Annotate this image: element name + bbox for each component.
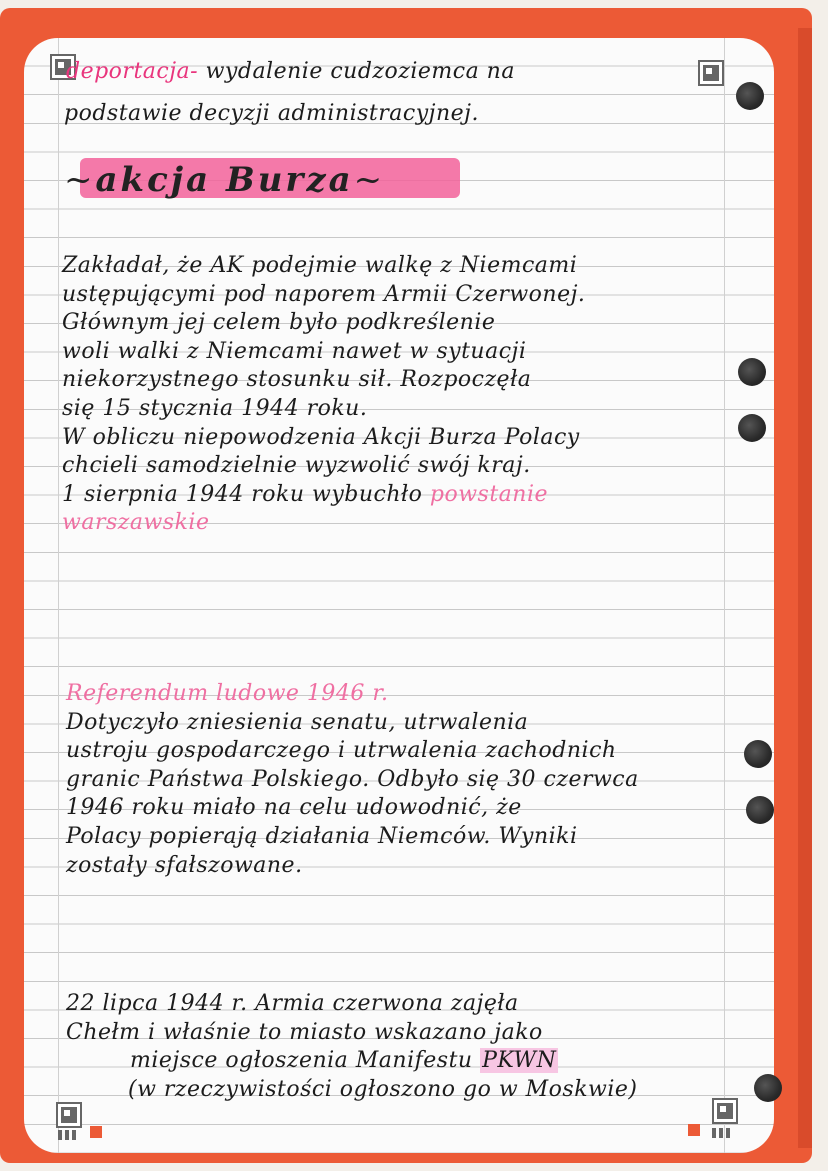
uprising-highlight-2: warszawskie [62,510,210,536]
paragraph-line: się 15 stycznia 1944 roku. [62,395,368,421]
manifest-text: miejsce ogłoszenia Manifestu [130,1048,473,1074]
title-tilde-right: ~ [353,160,386,200]
pkwn-highlight: PKWN [482,1048,557,1074]
paragraph-line [62,481,742,510]
paragraph-line: Głównym jej celem było podkreślenie [62,310,496,336]
corner-bars-icon [712,1128,730,1138]
paragraph-line: 22 lipca 1944 r. Armia czerwona zajęła [66,991,519,1016]
pkwn-section [66,990,746,1104]
corner-bars-icon [58,1130,76,1140]
paragraph-line: (w rzeczywistości ogłoszono go w Moskwie) [128,1076,638,1102]
paragraph-line [66,1047,746,1076]
paragraph-line: 1946 roku miało na celu udowodnić, że [66,795,522,821]
definition-line-1 [66,58,746,87]
margin-line-left [58,38,59,1153]
paragraph-line: ustroju gospodarczego i utrwalenia zachodnich [66,738,617,764]
paragraph-line: Polacy popierają działania Niemców. Wyniki [66,823,578,849]
paragraph-line: Dotyczyło zniesienia senatu, utrwalenia [66,709,529,735]
paragraph-line: granic Państwa Polskiego. Odbyło się 30 czerwca [66,766,639,792]
referendum-section [66,680,746,880]
corner-mark-icon [58,1104,80,1126]
definition-line-2: podstawie decyzji administracyjnej. [64,101,479,126]
definition-term: deportacja [66,59,191,84]
paragraph-line: zostały sfałszowane. [66,852,303,878]
paragraph-line: Zakładał, że AK podejmie walkę z Niemcami [62,253,578,278]
binder-hole-icon [738,414,766,442]
burza-paragraph [62,252,742,538]
paragraph-line: niekorzystnego stosunku sił. Rozpoczęła [62,367,532,393]
binder-hole-icon [744,740,772,768]
definition-dash: - [190,59,199,84]
cover-edge [798,28,812,1148]
orange-square-icon [688,1124,700,1136]
paragraph-line: woli walki z Niemcami nawet w sytuacji [62,338,527,364]
margin-line-right [724,38,725,1153]
uprising-sentence: 1 sierpnia 1944 roku wybuchło [62,481,423,507]
binder-hole-icon [746,796,774,824]
paragraph-line: W obliczu niepowodzenia Akcji Burza Polacy [62,424,580,450]
paragraph-line: ustępującymi pod naporem Armii Czerwonej. [62,281,586,307]
binder-hole-icon [754,1074,782,1102]
uprising-highlight-1: powstanie [429,481,549,507]
binder-hole-icon [738,358,766,386]
title-text: akcja Burza [95,160,354,200]
section-title [64,160,584,200]
title-tilde-left: ~ [64,160,96,200]
notebook-page [24,38,774,1153]
referendum-heading: Referendum ludowe 1946 r. [66,681,389,706]
paragraph-line: Chełm i właśnie to miasto wskazano jako [66,1019,543,1045]
definition-text: wydalenie cudzoziemca na [198,59,515,84]
orange-square-icon [90,1126,102,1138]
paragraph-line: chcieli samodzielnie wyzwolić swój kraj. [62,453,531,479]
